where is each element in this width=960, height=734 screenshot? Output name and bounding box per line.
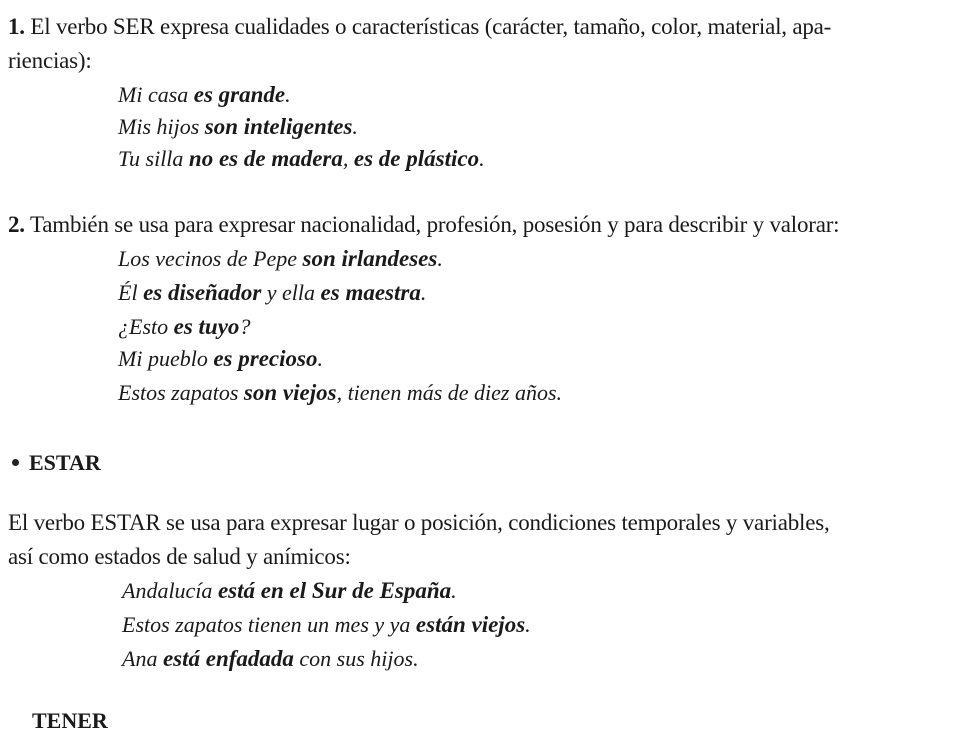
example-verb: están viejos — [415, 612, 526, 637]
example-line — [118, 280, 426, 306]
example-text: Andalucía — [122, 578, 218, 603]
tener-heading: TENER — [32, 708, 108, 733]
section2-text1: También se usa para expresar nacionalidad, profesión, posesión y para describir y valorar: — [30, 212, 840, 237]
example-text: con sus hijos. — [293, 646, 419, 671]
example-line — [118, 346, 323, 372]
example-line — [118, 380, 562, 406]
example-text: Mi casa — [118, 82, 194, 107]
section1-text1: El verbo SER expresa cualidades o características (carácter, tamaño, color, material, apa- — [30, 14, 832, 39]
example-verb: está enfadada — [162, 646, 294, 671]
example-text: ? — [239, 314, 251, 339]
example-text: Mis hijos — [118, 114, 205, 139]
example-verb: es de plástico — [353, 146, 480, 171]
section1-number: 1. — [8, 14, 25, 39]
example-verb: es maestra — [320, 280, 421, 305]
example-verb: está en el Sur de España — [217, 578, 452, 603]
example-line — [118, 114, 358, 140]
example-text: . — [479, 146, 485, 171]
example-verb: son inteligentes — [204, 114, 353, 139]
example-text: . — [437, 246, 443, 271]
example-text: . — [420, 280, 427, 305]
estar-heading-text: ESTAR — [29, 450, 101, 475]
example-text: . — [352, 114, 358, 139]
example-line — [122, 612, 531, 638]
example-text: . — [525, 612, 531, 637]
example-verb: es diseñador — [143, 280, 262, 305]
example-text: . — [451, 578, 457, 603]
example-verb: es precioso — [213, 346, 318, 371]
estar-heading — [12, 450, 101, 476]
example-line — [118, 146, 485, 172]
section1-line1 — [8, 14, 831, 40]
bullet-icon — [12, 459, 19, 466]
example-text: , tienen más de diez años. — [336, 380, 563, 405]
section1-line2: riencias): — [8, 48, 92, 73]
example-verb: son irlandeses — [302, 246, 438, 271]
example-text: Él — [118, 280, 144, 305]
example-text: Tu silla — [118, 146, 189, 171]
example-text: Mi pueblo — [118, 346, 214, 371]
example-text: Los vecinos de Pepe — [118, 246, 303, 271]
example-text: Ana — [122, 646, 163, 671]
section2-number: 2. — [8, 212, 25, 237]
estar-line1: El verbo ESTAR se usa para expresar lugar o posición, condiciones temporales y variables, — [8, 510, 830, 535]
example-line — [122, 646, 419, 672]
example-line — [118, 82, 291, 108]
example-verb: son viejos — [243, 380, 337, 405]
section2-line1 — [8, 212, 839, 238]
example-text: . — [285, 82, 291, 107]
estar-line2: así como estados de salud y anímicos: — [8, 544, 351, 569]
example-line — [118, 246, 443, 272]
example-text: ¿Esto — [118, 314, 174, 339]
example-verb: es tuyo — [173, 314, 240, 339]
example-text: , — [342, 146, 354, 171]
example-line — [118, 314, 250, 340]
example-text: Estos zapatos — [118, 380, 244, 405]
example-text: . — [317, 346, 323, 371]
example-text: y ella — [261, 280, 321, 305]
example-verb: no es de madera — [188, 146, 343, 171]
example-text: Estos zapatos tienen un mes y ya — [122, 612, 416, 637]
example-verb: es grande — [193, 82, 286, 107]
example-line — [122, 578, 457, 604]
